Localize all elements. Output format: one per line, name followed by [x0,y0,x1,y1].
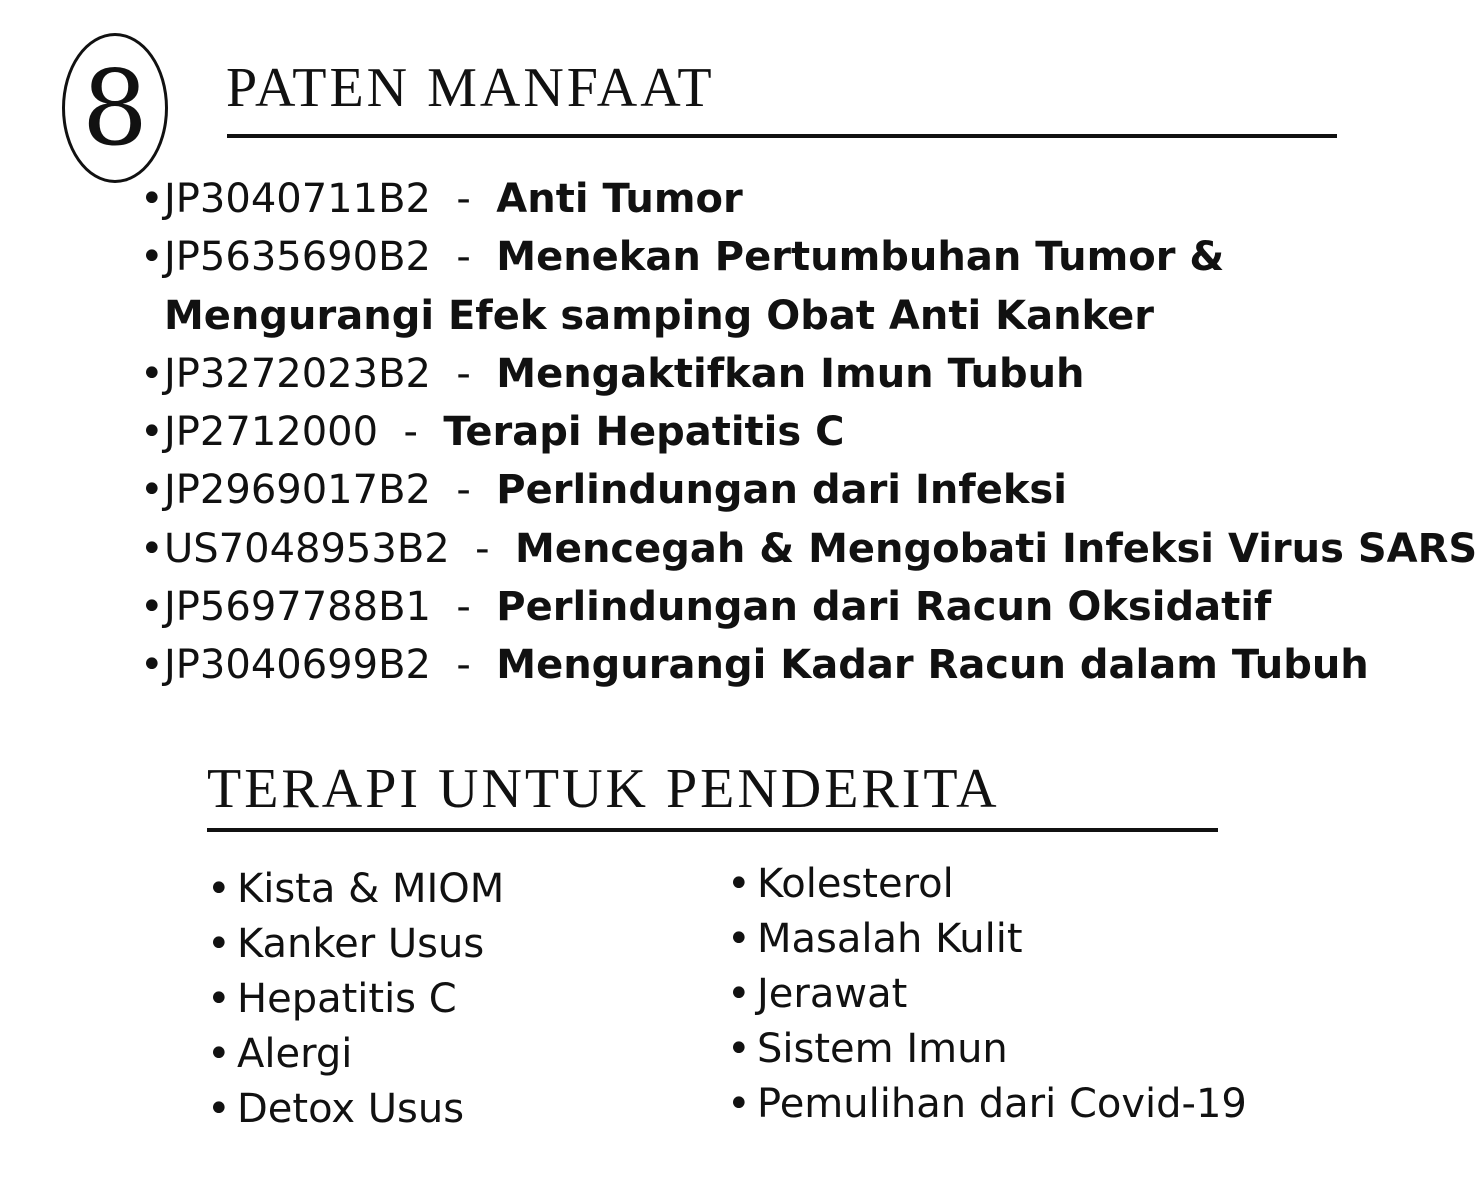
therapy-item [207,862,504,917]
patent-code: JP2969017B2 [164,467,431,514]
therapy-item [727,857,1247,912]
bullet: • [140,234,164,281]
patent-item [140,461,1477,519]
bullet: • [207,866,231,912]
bullet: • [727,916,751,962]
therapy-item [727,967,1247,1022]
bullet: • [140,584,164,631]
bullet: • [727,1081,751,1127]
therapy-section-title: TERAPI UNTUK PENDERITA [207,758,1000,820]
therapy-item [727,1022,1247,1077]
therapy-label: Sistem Imun [757,1026,1008,1072]
patent-benefit: Perlindungan dari Infeksi [496,467,1067,514]
bullet: • [207,921,231,967]
therapy-label: Hepatitis C [237,976,457,1022]
patent-item [140,636,1477,694]
section-number: 8 [81,47,149,169]
patent-code: JP2712000 [164,409,379,456]
patent-section-title: PATEN MANFAAT [226,57,715,119]
patent-benefit: Anti Tumor [496,176,743,222]
therapy-list-left [207,862,504,1137]
patent-benefit: Menekan Pertumbuhan Tumor & [496,234,1225,281]
patent-benefit: Mengurangi Kadar Racun dalam Tubuh [496,642,1369,689]
patent-code: JP3040711B2 [164,176,431,222]
therapy-item [207,1082,504,1137]
bullet: • [207,1031,231,1077]
therapy-label: Pemulihan dari Covid-19 [757,1081,1247,1127]
therapy-label: Jerawat [757,971,908,1017]
bullet: • [140,525,164,572]
patent-list [140,170,1477,695]
bullet: • [140,409,164,456]
patent-item [140,520,1477,578]
therapy-item [207,972,504,1027]
separator: - [443,467,484,514]
therapy-label: Detox Usus [237,1086,465,1132]
bullet: • [140,642,164,689]
section-number-badge [62,33,168,183]
patent-code: JP3272023B2 [164,350,431,397]
therapy-label: Alergi [237,1031,353,1077]
patent-item [140,170,1477,228]
separator: - [443,176,484,222]
separator: - [443,234,484,281]
bullet: • [207,976,231,1022]
therapy-item [727,1077,1247,1132]
therapy-label: Kista & MIOM [237,866,505,912]
bullet: • [140,467,164,514]
therapy-label: Kolesterol [757,861,954,907]
bullet: • [727,861,751,907]
patent-benefit: Perlindungan dari Racun Oksidatif [496,584,1272,631]
bullet: • [727,1026,751,1072]
therapy-item [207,1027,504,1082]
therapy-title-underline [207,828,1218,832]
patent-code: US7048953B2 [164,525,450,572]
bullet: • [207,1086,231,1132]
patent-item [140,228,1477,345]
patent-item [140,345,1477,403]
therapy-list-right [727,857,1247,1132]
patent-item [140,403,1477,461]
separator: - [443,584,484,631]
separator: - [390,409,431,456]
therapy-item [207,917,504,972]
patent-code: JP3040699B2 [164,642,431,689]
separator: - [443,642,484,689]
patent-benefit: Terapi Hepatitis C [443,409,845,456]
patent-code: JP5635690B2 [164,234,431,281]
patent-benefit: Mengaktifkan Imun Tubuh [496,350,1085,397]
patent-benefit: Mencegah & Mengobati Infeksi Virus SARS [515,525,1478,572]
bullet: • [140,176,164,222]
patent-title-underline [227,134,1337,138]
separator: - [443,350,484,397]
patent-benefit-continued: Mengurangi Efek samping Obat Anti Kanker [164,292,1154,339]
patent-code: JP5697788B1 [164,584,431,631]
therapy-item [727,912,1247,967]
bullet: • [727,971,751,1017]
separator: - [462,525,503,572]
therapy-label: Kanker Usus [237,921,485,967]
patent-item [140,578,1477,636]
bullet: • [140,350,164,397]
therapy-label: Masalah Kulit [757,916,1023,962]
